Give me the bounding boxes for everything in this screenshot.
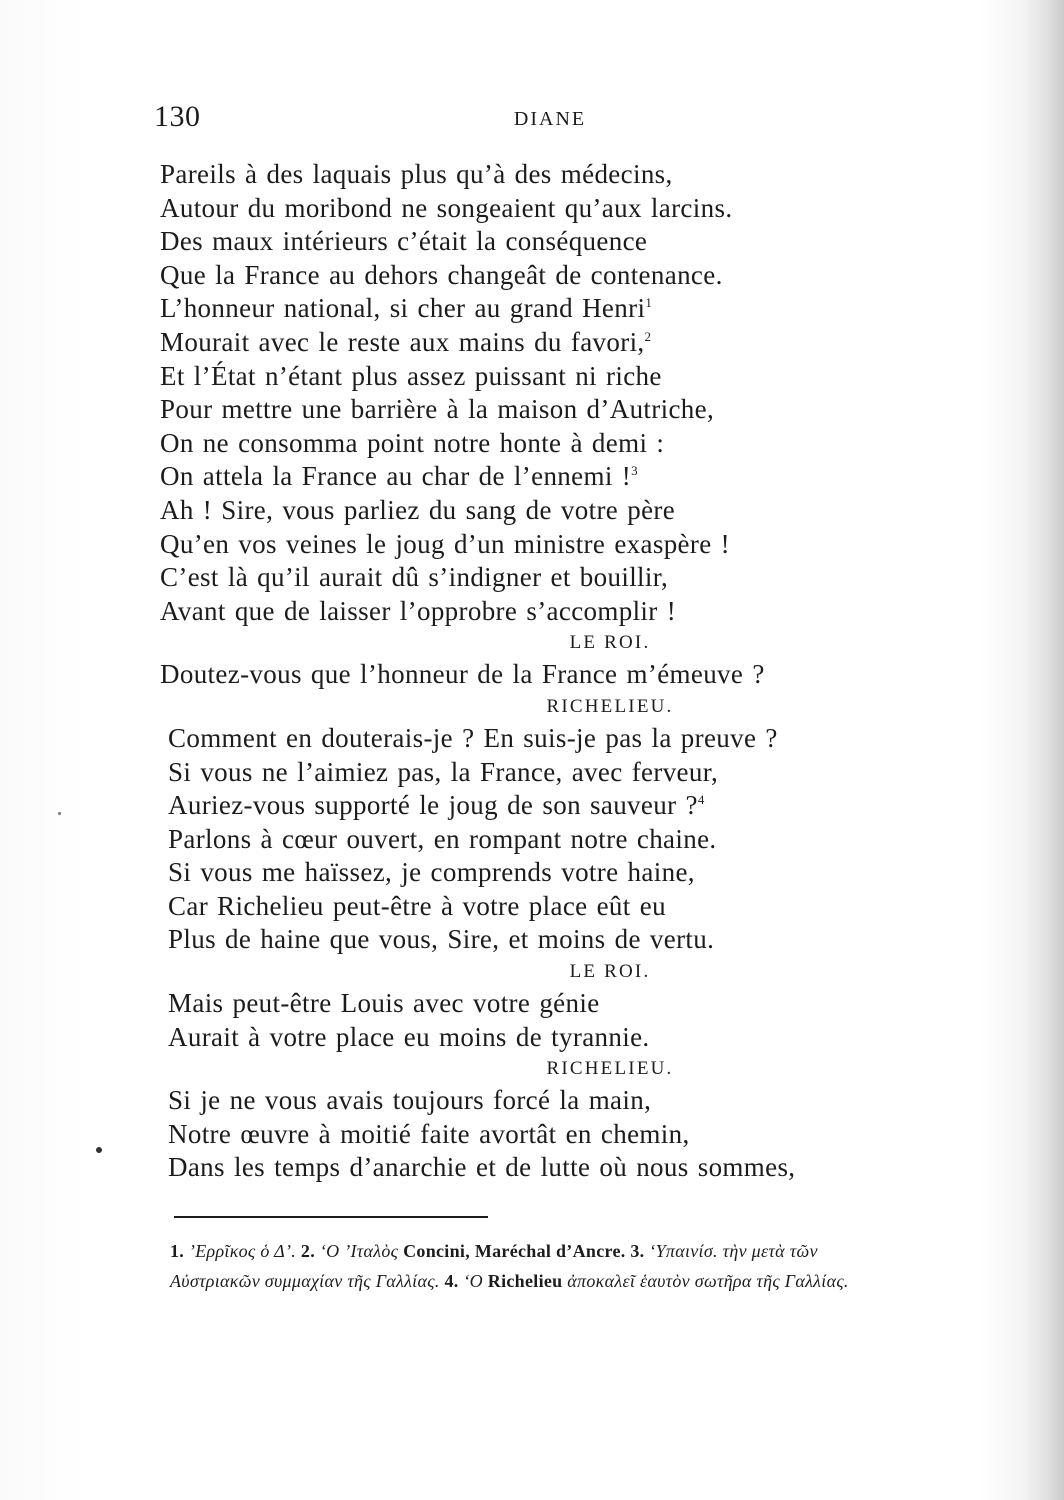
verse-line <box>160 225 980 259</box>
verse-text: Pour mettre une barrière à la maison d’Autriche, <box>160 394 715 425</box>
footnote-text: ἀποκαλεῖ ἑαυτὸν σωτῆρα τῆς Γαλλίας. <box>567 1271 849 1291</box>
verse-text: Pareils à des laquais plus qu’à des médecins, <box>160 159 673 189</box>
footnote-text: ’Ερρῖκος ὁ Δ’. <box>188 1241 297 1261</box>
page-number: 130 <box>154 100 201 133</box>
footnote-marker: 2 <box>644 328 652 344</box>
verse-text: Car Richelieu peut-être à votre place eût eu <box>168 890 666 921</box>
verse-line <box>160 823 980 857</box>
verse-text: Doutez-vous que l’honneur de la France m’émeuve ? <box>160 659 765 690</box>
verse-text: L’honneur national, si cher au grand Henri <box>160 293 646 324</box>
verse-line <box>160 890 980 924</box>
speaker-name: LE ROI. <box>569 961 651 983</box>
verse-text: Plus de haine que vous, Sire, et moins de vertu. <box>168 924 715 955</box>
verse-text: On attela la France au char de l’ennemi ! <box>160 461 632 492</box>
speaker-name: RICHELIEU. <box>546 695 674 717</box>
verse-line <box>160 789 980 823</box>
verse-line <box>160 427 980 461</box>
verse-line <box>160 658 980 692</box>
verse-line <box>160 923 980 957</box>
verse-line <box>160 393 980 427</box>
verse-line <box>160 561 980 595</box>
verse-text: Que la France au dehors changeât de contenance. <box>160 259 723 290</box>
verse-line <box>160 360 980 394</box>
speaker-label <box>160 692 980 722</box>
verse-block <box>160 158 980 1185</box>
verse-text: Mourait avec le reste aux mains du favori, <box>160 326 645 357</box>
footnote-rule <box>174 1216 488 1218</box>
verse-text: Autour du moribond ne songeaient qu’aux larcins. <box>160 192 733 223</box>
speaker-name: LE ROI. <box>569 632 651 654</box>
speaker-name: RICHELIEU. <box>546 1058 674 1080</box>
verse-line <box>160 595 980 629</box>
footnote-line-2 <box>170 1266 970 1296</box>
running-title: DIANE <box>513 108 587 130</box>
verse-line <box>160 987 980 1021</box>
verse-text: Auriez-vous supporté le joug de son sauveur ? <box>168 790 698 821</box>
verse-line <box>160 158 980 192</box>
footnote-number: 1. <box>170 1241 185 1261</box>
footnote-text: ‘Ο ’Ιταλὸς <box>319 1241 399 1261</box>
verse-line <box>160 1151 980 1185</box>
verse-text: Mais peut-être Louis avec votre génie <box>168 988 600 1019</box>
verse-text: Ah ! Sire, vous parliez du sang de votre père <box>160 494 676 525</box>
footnote-text: Concini, Maréchal d’Ancre. <box>403 1241 626 1261</box>
verse-text: On ne consomma point notre honte à demi : <box>160 427 665 458</box>
footnote-text: ‘Ο <box>463 1271 483 1291</box>
verse-text: Si je ne vous avais toujours forcé la main, <box>168 1085 652 1116</box>
verse-text: Notre œuvre à moitié faite avortât en chemin, <box>168 1118 690 1149</box>
verse-text: Qu’en vos veines le joug d’un ministre exaspère ! <box>160 528 730 559</box>
verse-line <box>160 494 980 528</box>
speaker-label <box>160 957 980 987</box>
verse-text: Avant que de laisser l’opprobre s’accomplir ! <box>160 595 677 626</box>
verse-text: Et l’État n’étant plus assez puissant ni riche <box>160 360 662 391</box>
verse-line <box>160 292 980 326</box>
footnote-marker: 3 <box>631 463 638 479</box>
footnote-number: 2. <box>300 1241 315 1261</box>
verse-line <box>160 1084 980 1118</box>
verse-text: Si vous ne l’aimiez pas, la France, avec ferveur, <box>168 756 719 787</box>
footnote-line-1 <box>170 1236 970 1266</box>
spine-shadow <box>1022 0 1064 1500</box>
paper-speck <box>96 1147 102 1153</box>
verse-text: Si vous me haïssez, je comprends votre haine, <box>168 857 695 888</box>
verse-line <box>160 259 980 293</box>
verse-line <box>160 326 980 360</box>
verse-line <box>160 856 980 890</box>
verse-text: Dans les temps d’anarchie et de lutte où nous sommes, <box>168 1152 796 1183</box>
footnote-text: Αὐστριακῶν συμμαχίαν τῆς Γαλλίας. <box>170 1271 440 1291</box>
verse-line <box>160 460 980 494</box>
footnote-marker: 4 <box>697 792 705 808</box>
speaker-label <box>160 1054 980 1084</box>
footnote-number: 4. <box>444 1271 459 1291</box>
footnote-text: Richelieu <box>487 1271 563 1291</box>
speaker-label <box>160 628 980 658</box>
verse-line <box>160 192 980 226</box>
verse-text: C’est là qu’il aurait dû s’indigner et bouillir, <box>160 562 669 593</box>
footnotes <box>170 1236 970 1296</box>
verse-text: Parlons à cœur ouvert, en rompant notre chaine. <box>168 823 717 854</box>
verse-text: Comment en douterais-je ? En suis-je pas la preuve ? <box>168 722 778 753</box>
verse-line <box>160 1118 980 1152</box>
verse-line <box>160 756 980 790</box>
verse-line <box>160 1021 980 1055</box>
footnote-text: ‘Υπαινίσ. τὴν μετὰ τῶν <box>649 1241 818 1261</box>
footnote-marker: 1 <box>645 295 653 311</box>
verse-line <box>160 528 980 562</box>
verse-line <box>160 722 980 756</box>
paper-speck <box>58 812 61 815</box>
verse-text: Aurait à votre place eu moins de tyrannie. <box>168 1021 650 1052</box>
verse-text: Des maux intérieurs c’était la conséquence <box>160 226 648 257</box>
footnote-number: 3. <box>630 1241 645 1261</box>
